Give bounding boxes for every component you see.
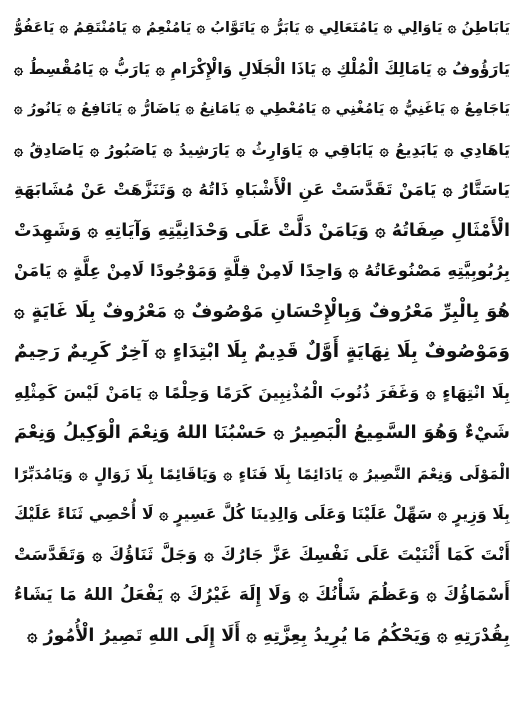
- text-line: أَنْتَ كَمَا أَثْنَيْتَ عَلَى نَفْسِكَ عَزَّ جَارُكَ ۞ وَجَلَّ ثَنَاؤُكَ ۞ وَتَقَدَّسَتْ: [14, 544, 510, 564]
- text-line: وَمَوْصُوفٌ بِلَا نِهَايَةٍ أَوَّلٌ قَدِيمٌ بِلَا ابْتِدَاءٍ ۞ آخِرٌ كَرِيمٌ رَحِيمٌ: [14, 341, 510, 362]
- text-line: بِلَا انْتِهَاءٍ ۞ وَغَفَرَ ذُنُوبَ الْمُذْنِبِينَ كَرَمًا وَحِلْمًا ۞ يَامَنْ لَيْسَ كَمِثْلِهِ: [14, 382, 510, 402]
- text-line: بِقُدْرَتِهِ ۞ وَيَحْكُمُ مَا يُرِيدُ بِعِزَّتِهِ ۞ أَلَا إِلَى اللهِ تَصِيرُ الْأُمُورُ ۞: [27, 625, 510, 646]
- text-line: يَارَؤُوفُ ۞ يَامَالِكَ الْمُلْكِ ۞ يَاذَا الْجَلَالِ وَالْإِكْرَامِ ۞ يَارَبُّ ۞ يَامُقْسِطُ ۞: [14, 59, 510, 78]
- text-line: يَاسَتَّارُ ۞ يَامَنْ تَقَدَّسَتْ عَنِ الْأَشْبَاهِ ذَاتُهُ ۞ وَتَنَزَّهَتْ عَنْ مُشَابَهَةِ: [14, 180, 510, 199]
- text-line: شَيْءٌ وَهُوَ السَّمِيعُ الْبَصِيرُ ۞ حَسْبُنَا اللهُ وَنِعْمَ الْوَكِيلُ وَنِعْمَ: [14, 422, 510, 443]
- text-line: يَاجَامِعُ ۞ يَاغَنِيُّ ۞ يَامُغْنِي ۞ يَامُعْطِي ۞ يَامَانِعُ ۞ يَاضَارُّ ۞ يَانَافِعُ ۞ يَانُورُ ۞: [14, 101, 510, 117]
- text-line: بِلَا وَزِيرٍ ۞ سَهِّلْ عَلَيْنَا وَعَلَى وَالِدِينَا كُلَّ عَسِيرٍ ۞ لَا أُحْصِي ثَنَاءً عَلَيْكَ: [14, 505, 510, 523]
- text-line: أَسْمَاؤُكَ ۞ وَعَظُمَ شَأْنُكَ ۞ وَلَا إِلَهَ غَيْرُكَ ۞ يَفْعَلُ اللهُ مَا يَشَاءُ: [14, 585, 510, 605]
- text-line: بِرُبُوبِيَّتِهِ مَصْنُوعَاتُهُ ۞ وَاحِدًا لَامِنْ قِلَّةٍ وَمَوْجُودًا لَامِنْ عِلَّةٍ ۞ يَامَنْ: [14, 261, 510, 280]
- text-line: الْمَوْلَى وَنِعْمَ النَّصِيرُ ۞ يَادَائِمًا بِلَا فَنَاءٍ ۞ وَيَاقَائِمًا بِلَا زَوَالٍ ۞ وَيَامُدَبِّرًا: [14, 464, 510, 483]
- text-line: يَابَاطِنُ ۞ يَاوَالِي ۞ يَامُتَعَالِي ۞ يَابَرُّ ۞ يَاتَوَّابُ ۞ يَامُنْعِمُ ۞ يَامُنْتَقِمُ ۞ يَاعَفُوُّ: [14, 20, 510, 36]
- text-line: هُوَ بِالْبِرِّ مَعْرُوفٌ وَبِالْإِحْسَانِ مَوْصُوفٌ ۞ مَعْرُوفٌ بِلَا غَايَةٍ ۞: [14, 300, 510, 322]
- text-lines: [14, 8, 510, 656]
- text-line: الْأَمْثَالِ صِفَاتُهُ ۞ وَيَامَنْ دَلَّتْ عَلَى وَحْدَانِيَّتِهِ وَآيَاتِهِ ۞ وَشَهِدَتْ: [14, 220, 510, 241]
- text-line: يَاهَادِي ۞ يَابَدِيعُ ۞ يَابَاقِي ۞ يَاوَارِثُ ۞ يَارَشِيدُ ۞ يَاصَبُورُ ۞ يَاصَادِقُ ۞: [14, 140, 510, 159]
